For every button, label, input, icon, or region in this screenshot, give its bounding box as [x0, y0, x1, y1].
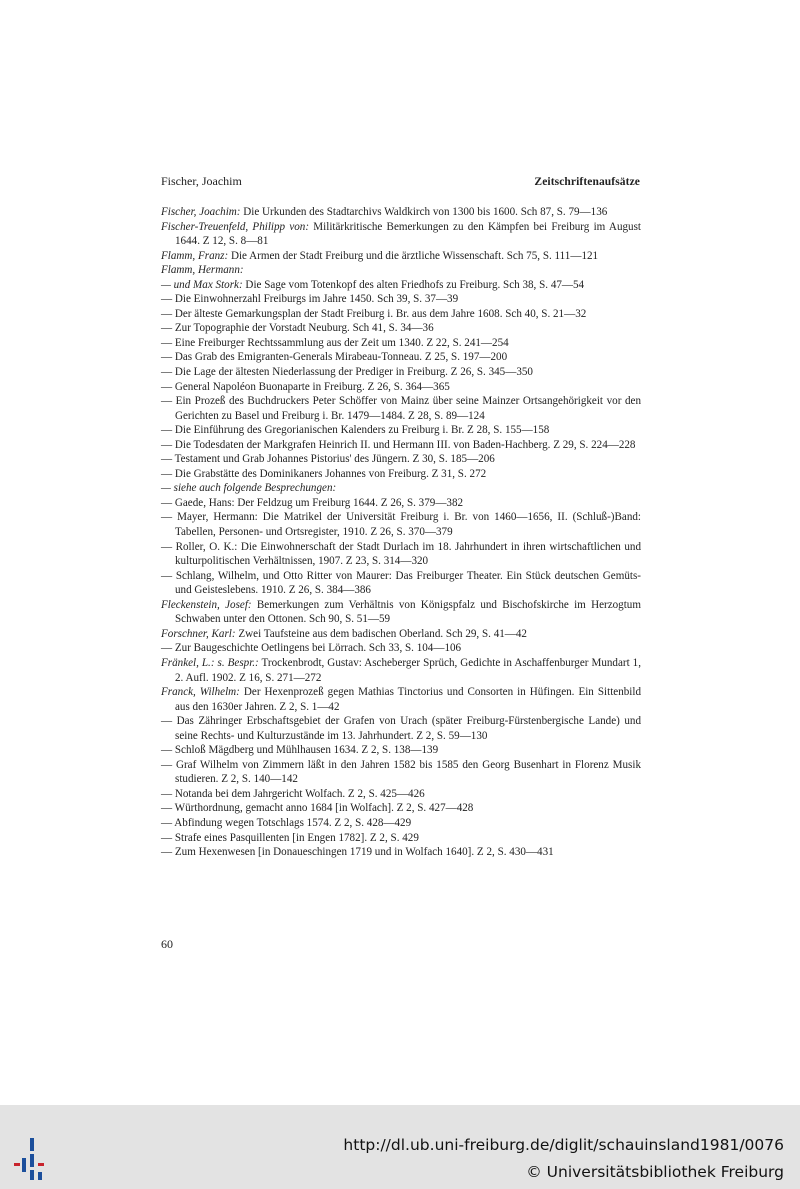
entry-text: — Die Grabstätte des Dominikaners Johannes von Freiburg. Z 31, S. 272: [161, 467, 487, 480]
bibliography-entry: [161, 641, 641, 656]
entry-text: — Zur Baugeschichte Oetlingens bei Lörrach. Sch 33, S. 104—106: [161, 642, 462, 655]
bibliography-entry: [161, 496, 641, 511]
bibliography-entry: [161, 438, 641, 453]
entry-author: — und Max Stork:: [161, 278, 243, 291]
bibliography-entry: [161, 816, 641, 831]
bibliography-entry: [161, 714, 641, 743]
entry-text: — Die Einwohnerzahl Freiburgs im Jahre 1450. Sch 39, S. 37—39: [161, 293, 459, 306]
entry-text: Die Urkunden des Stadtarchivs Waldkirch von 1300 bis 1600. Sch 87, S. 79—136: [240, 206, 608, 218]
entry-text: — General Napoléon Buonaparte in Freiburg. Z 26, S. 364—365: [161, 380, 450, 393]
entry-author: Fleckenstein, Josef:: [161, 598, 252, 611]
bibliography-entry: [161, 598, 641, 627]
bibliography-entry: [161, 467, 641, 482]
entry-author: Fischer, Joachim:: [161, 206, 241, 218]
bibliography-entry: [161, 743, 641, 758]
entry-author: Fischer-Treuenfeld, Philipp von:: [161, 220, 310, 233]
entry-text: — Die Einführung des Gregorianischen Kalenders zu Freiburg i. Br. Z 28, S. 155—158: [161, 424, 550, 437]
entry-text: — Eine Freiburger Rechtssammlung aus der Zeit um 1340. Z 22, S. 241—254: [161, 336, 509, 349]
entry-text: Militärkritische Bemerkungen zu den Kämpfen bei Freiburg im August 1644. Z 12, S. 8—81: [175, 220, 641, 248]
bibliography-entry: [161, 423, 641, 438]
entry-author: Forschner, Karl:: [161, 627, 236, 640]
entry-text: Trockenbrodt, Gustav: Ascheberger Sprüch, Gedichte in Aschaffenburger Mundart 1, 2. Aufl. 1902. Z 16, S. 271—272: [175, 656, 641, 684]
bibliography-entry: [161, 569, 641, 598]
copyright-text: © Universitätsbibliothek Freiburg: [526, 1163, 784, 1181]
bibliography-entry: [161, 350, 641, 365]
entry-text: — Der älteste Gemarkungsplan der Stadt Freiburg i. Br. aus dem Jahre 1608. Sch 40, S. 21—32: [161, 307, 587, 320]
bibliography-entry: [161, 249, 641, 264]
bibliography-entry: [161, 656, 641, 685]
entry-text: Die Sage vom Totenkopf des alten Friedhofs zu Freiburg. Sch 38, S. 47—54: [242, 278, 585, 291]
entry-text: — Die Todesdaten der Markgrafen Heinrich II. und Hermann III. von Baden-Hachberg. Z 29, S. 224—228: [161, 438, 636, 451]
bibliography-entry: [161, 394, 641, 423]
bibliography-entry: [161, 321, 641, 336]
bibliography-entry: [161, 380, 641, 395]
bibliography-list: [161, 205, 641, 860]
page-number: 60: [161, 937, 173, 951]
header-right: Zeitschriftenaufsätze: [534, 176, 640, 188]
entry-text: — Graf Wilhelm von Zimmern läßt in den Jahren 1582 bis 1585 den Georg Busenhart in Florenz Musik studieren. Z 2, S. 140—142: [161, 758, 641, 786]
bibliography-entry: [161, 263, 641, 278]
entry-text: — Die Lage der ältesten Niederlassung der Prediger in Freiburg. Z 26, S. 345—350: [161, 366, 533, 379]
entry-text: — Zur Topographie der Vorstadt Neuburg. Sch 41, S. 34—36: [161, 322, 434, 335]
entry-text: Bemerkungen zum Verhältnis von Königspfalz und Bischofskirche im Herzogtum Schwaben unter den Ottonen. Sch 90, S. 51—59: [175, 598, 641, 626]
bibliography-entry: [161, 787, 641, 802]
entry-text: — Strafe eines Pasquillenten [in Engen 1782]. Z 2, S. 429: [161, 831, 419, 844]
entry-text: Zwei Taufsteine aus dem badischen Oberland. Sch 29, S. 41—42: [235, 627, 527, 640]
entry-author: Franck, Wilhelm:: [161, 686, 240, 699]
entry-author: Fränkel, L.: s. Bespr.:: [161, 656, 259, 669]
entry-text: — Testament und Grab Johannes Pistorius' des Jüngern. Z 30, S. 185—206: [161, 453, 495, 466]
entry-text: — Das Zähringer Erbschaftsgebiet der Grafen von Urach (später Freiburg-Fürstenbergische Lande) und seine Rechts- und Kulturzustände im 13. Jahrhundert. Z 2, S. 59—130: [161, 715, 641, 742]
entry-text: — Würthordnung, gemacht anno 1684 [in Wolfach]. Z 2, S. 427—428: [161, 802, 474, 815]
entry-text: — Notanda bei dem Jahrgericht Wolfach. Z 2, S. 425—426: [161, 787, 425, 800]
entry-text: — Ein Prozeß des Buchdruckers Peter Schöffer von Mainz über seine Mainzer Ortsangehörigkeit vor den Gerichten zu Basel und Freiburg i. Br. 1479—1484. Z 28, S. 89—124: [161, 395, 641, 422]
bibliography-entry: [161, 452, 641, 467]
bibliography-entry: [161, 278, 641, 293]
entry-text: — Roller, O. K.: Die Einwohnerschaft der Stadt Durlach im 18. Jahrhundert in ihren wirtschaftlichen und kulturpolitischen Verhältnissen, 1907. Z 23, S. 314—320: [161, 540, 641, 568]
entry-author: Flamm, Hermann:: [161, 264, 244, 277]
ub-freiburg-logo-icon[interactable]: [10, 1136, 52, 1182]
entry-text: — Mayer, Hermann: Die Matrikel der Universität Freiburg i. Br. von 1460—1656, II. (Schluß-)Band: Tabellen, Personen- und Ortsregister, 1910. Z 26, S. 370—379: [161, 511, 641, 539]
bibliography-entry: [161, 365, 641, 380]
bibliography-entry: [161, 801, 641, 816]
source-url-link[interactable]: http://dl.ub.uni-freiburg.de/diglit/schauinsland1981/0076: [343, 1136, 784, 1154]
bibliography-entry: [161, 336, 641, 351]
running-header: [161, 174, 640, 189]
entry-text: — Abfindung wegen Totschlags 1574. Z 2, S. 428—429: [161, 816, 412, 829]
bibliography-entry: [161, 540, 641, 569]
bibliography-entry: [161, 510, 641, 539]
entry-text: — Schlang, Wilhelm, und Otto Ritter von Maurer: Das Freiburger Theater. Ein Stück deutschen Gemüts- und Geisteslebens. 1910. Z 26, S. 384—386: [161, 569, 641, 597]
entry-author: — siehe auch folgende Besprechungen:: [161, 482, 337, 495]
bibliography-entry: [161, 481, 641, 496]
header-left: Fischer, Joachim: [161, 174, 242, 188]
bibliography-entry: [161, 831, 641, 846]
entry-text: Die Armen der Stadt Freiburg und die ärztliche Wissenschaft. Sch 75, S. 111—121: [228, 249, 599, 262]
bibliography-entry: [161, 685, 641, 714]
bibliography-entry: [161, 845, 641, 860]
entry-text: — Zum Hexenwesen [in Donaueschingen 1719 und in Wolfach 1640]. Z 2, S. 430—431: [161, 846, 554, 859]
bibliography-entry: [161, 220, 641, 249]
entry-text: — Gaede, Hans: Der Feldzug um Freiburg 1644. Z 26, S. 379—382: [161, 496, 464, 509]
entry-text: — Das Grab des Emigranten-Generals Mirabeau-Tonneau. Z 25, S. 197—200: [161, 351, 508, 364]
bibliography-entry: [161, 205, 641, 220]
bibliography-entry: [161, 292, 641, 307]
bibliography-entry: [161, 307, 641, 322]
entry-author: Flamm, Franz:: [161, 249, 229, 262]
bibliography-entry: [161, 758, 641, 787]
footer-bar: [0, 1105, 800, 1189]
entry-text: Der Hexenprozeß gegen Mathias Tinctorius und Consorten in Hüfingen. Ein Sittenbild aus den 1630er Jahren. Z 2, S. 1—42: [175, 686, 642, 713]
bibliography-entry: [161, 627, 641, 642]
entry-text: — Schloß Mägdberg und Mühlhausen 1634. Z 2, S. 138—139: [161, 744, 439, 757]
